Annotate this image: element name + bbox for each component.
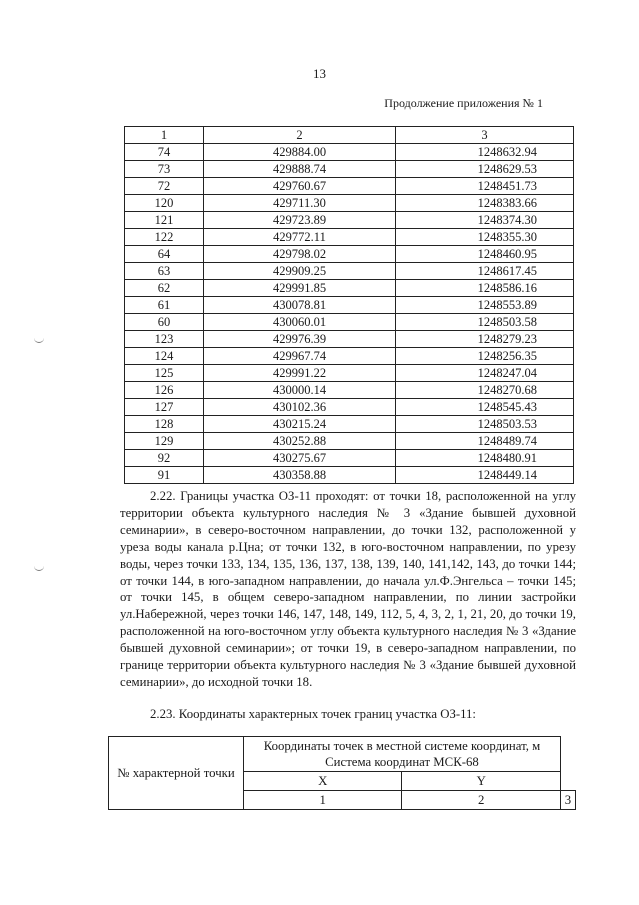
point-number-cell: 127 [125,399,204,416]
point-number-cell: 63 [125,263,204,280]
y-coordinate-cell: 1248451.73 [396,178,574,195]
table-row [125,263,574,280]
x-coordinate-cell: 430215.24 [204,416,396,433]
x-coordinate-cell: 429967.74 [204,348,396,365]
x-coordinate-cell: 429991.22 [204,365,396,382]
table-row [125,450,574,467]
y-coordinate-cell: 1248480.91 [396,450,574,467]
y-coordinate-cell: 1248449.14 [396,467,574,484]
x-coordinate-cell: 429772.11 [204,229,396,246]
coord-system-header [244,737,561,772]
point-number-cell: 91 [125,467,204,484]
x-coordinate-cell: 429884.00 [204,144,396,161]
x-coordinate-cell: 429723.89 [204,212,396,229]
table-row [125,416,574,433]
y-coordinate-cell: 1248629.53 [396,161,574,178]
point-number-cell: 72 [125,178,204,195]
table-row [125,229,574,246]
y-coordinate-cell: 1248553.89 [396,297,574,314]
y-coordinate-cell: 1248503.53 [396,416,574,433]
y-coordinate-cell: 1248279.23 [396,331,574,348]
column-header: 3 [396,127,574,144]
x-coordinate-cell: 429711.30 [204,195,396,212]
table-row [125,280,574,297]
table-header-row [125,127,574,144]
x-coordinate-cell: 430102.36 [204,399,396,416]
x-coordinate-cell: 430252.88 [204,433,396,450]
x-coordinate-cell: 429888.74 [204,161,396,178]
page-number: 13 [313,66,326,81]
table-row [125,297,574,314]
table-row [125,433,574,450]
table-row [125,246,574,263]
point-number-cell: 125 [125,365,204,382]
coord-system-line2: Система координат МСК-68 [325,755,479,769]
point-number-cell: 120 [125,195,204,212]
paragraph-2-22: 2.22. Границы участка ОЗ-11 проходят: от точки 18, расположенной на углу территории объекта культурного наследия № 3 «Здание бывшей духовной семинарии», в северо-восточном направлении, до точки 132, расположенной у уреза воды канала р.Цна; от точки 132, в юго-восточном направлении, по урезу воды, через точки 133, 134, 135, 136, 137, 138, 139, 140, 141,142, 143, до точки 144; от точки 144, в юго-западном направлении, до начала ул.Ф.Энгельса – точки 145; от точки 145, в общем северо-западном направлении, по линии застройки ул.Набережной, через точки 146, 147, 148, 149, 112, 5, 4, 3, 2, 1, 21, 20, до точки 19, расположенной на юго-восточном углу объекта культурного наследия № 3 «Здание бывшей духовной семинарии»; от точки 19, в северо-западном направлении, по границе территории объекта культурного наследия № 3 «Здание бывшей духовной семинарии», до исходной точки 18. [120,489,576,689]
num-cell: 1 [244,791,402,810]
table-row [125,365,574,382]
y-header: Y [402,772,561,791]
table-row [125,144,574,161]
x-coordinate-cell: 429798.02 [204,246,396,263]
point-number-cell: 122 [125,229,204,246]
x-coordinate-cell: 429760.67 [204,178,396,195]
point-number-cell: 74 [125,144,204,161]
point-number-header: № характерной точки [109,737,244,810]
point-number-cell: 129 [125,433,204,450]
point-number-cell: 126 [125,382,204,399]
x-coordinate-cell: 429976.39 [204,331,396,348]
point-number-cell: 121 [125,212,204,229]
point-number-cell: 60 [125,314,204,331]
point-number-cell: 128 [125,416,204,433]
x-coordinate-cell: 430358.88 [204,467,396,484]
table-row [125,161,574,178]
coord-system-line1: Координаты точек в местной системе координат, м [263,739,541,753]
margin-mark [34,338,44,343]
x-coordinate-cell: 430078.81 [204,297,396,314]
y-coordinate-cell: 1248247.04 [396,365,574,382]
table-row [125,467,574,484]
table-row [125,331,574,348]
y-coordinate-cell: 1248503.58 [396,314,574,331]
x-coordinate-cell: 430275.67 [204,450,396,467]
paragraph-2-23: 2.23. Координаты характерных точек границ участка ОЗ-11: [150,707,476,721]
y-coordinate-cell: 1248632.94 [396,144,574,161]
x-coordinate-cell: 430060.01 [204,314,396,331]
point-number-cell: 62 [125,280,204,297]
table-row [125,382,574,399]
point-number-cell: 73 [125,161,204,178]
margin-mark [34,566,44,571]
y-coordinate-cell: 1248355.30 [396,229,574,246]
table-row [125,178,574,195]
y-coordinate-cell: 1248383.66 [396,195,574,212]
y-coordinate-cell: 1248545.43 [396,399,574,416]
point-number-cell: 92 [125,450,204,467]
y-coordinate-cell: 1248270.68 [396,382,574,399]
point-number-cell: 124 [125,348,204,365]
y-coordinate-cell: 1248374.30 [396,212,574,229]
x-coordinate-cell: 429991.85 [204,280,396,297]
point-number-cell: 64 [125,246,204,263]
num-cell: 3 [560,791,575,810]
y-coordinate-cell: 1248586.16 [396,280,574,297]
table-row [125,314,574,331]
point-number-cell: 61 [125,297,204,314]
coordinates-header-table [108,736,576,810]
table-row [125,348,574,365]
table-row [125,212,574,229]
point-number-cell: 123 [125,331,204,348]
x-coordinate-cell: 429909.25 [204,263,396,280]
num-cell: 2 [402,791,561,810]
y-coordinate-cell: 1248489.74 [396,433,574,450]
x-coordinate-cell: 430000.14 [204,382,396,399]
column-header: 2 [204,127,396,144]
x-header: X [244,772,402,791]
column-header: 1 [125,127,204,144]
y-coordinate-cell: 1248460.95 [396,246,574,263]
coordinates-table [124,126,574,484]
y-coordinate-cell: 1248256.35 [396,348,574,365]
y-coordinate-cell: 1248617.45 [396,263,574,280]
table-row [125,195,574,212]
continuation-note: Продолжение приложения № 1 [384,96,543,110]
table-row [125,399,574,416]
